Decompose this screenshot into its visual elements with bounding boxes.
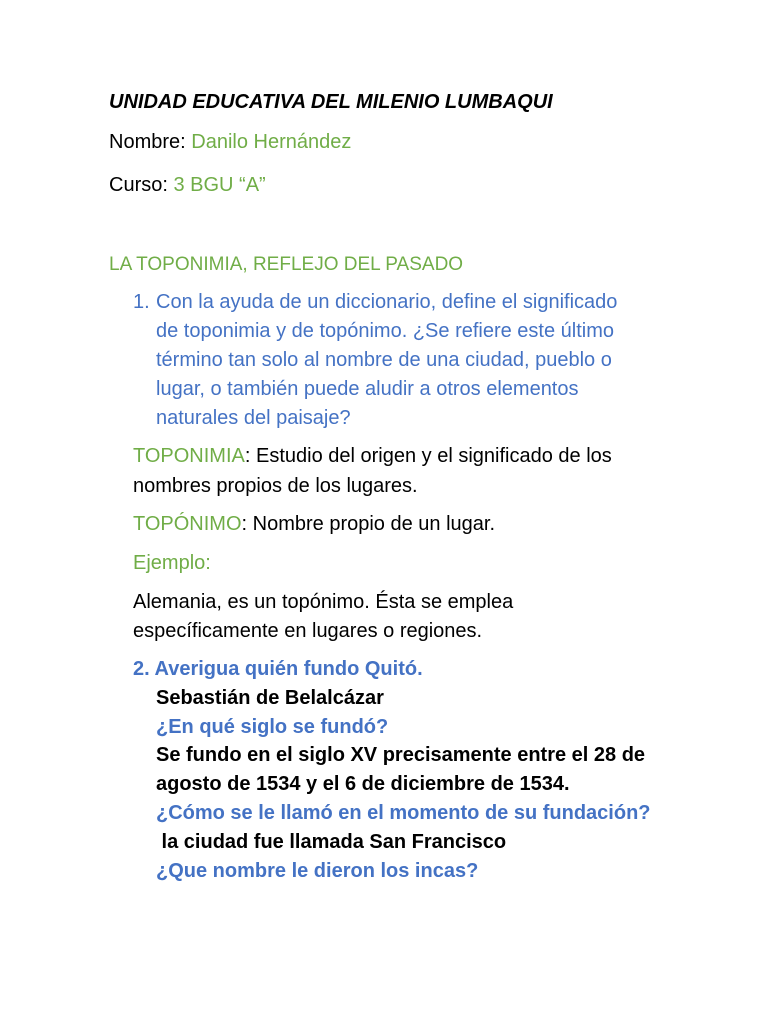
course-line [109, 171, 266, 199]
q1-line-1: Con la ayuda de un diccionario, define el significado [156, 291, 618, 313]
toponimo-definition [133, 510, 495, 538]
school-title: UNIDAD EDUCATIVA DEL MILENIO LUMBAQUI [109, 91, 553, 113]
q1-line-3: término tan solo al nombre de una ciudad, pueblo o [156, 349, 612, 371]
course-label: Curso: [109, 174, 174, 196]
course-value: 3 BGU “A” [173, 174, 266, 196]
q2-answer: Sebastián de Belalcázar [156, 687, 384, 709]
toponimia-text-2: nombres propios de los lugares. [133, 475, 418, 497]
q2-sub1-answer-1: Se fundo en el siglo XV precisamente entre el 28 de [156, 744, 646, 766]
name-label: Nombre: [109, 131, 192, 153]
q2-sub1-answer-2: agosto de 1534 y el 6 de diciembre de 1534. [156, 773, 570, 795]
q1-line-5: naturales del paisaje? [156, 407, 351, 429]
q2-sub3-question: ¿Que nombre le dieron los incas? [156, 860, 479, 882]
example-label: Ejemplo: [133, 552, 211, 574]
q1-line-2: de toponimia y de topónimo. ¿Se refiere este último [156, 320, 615, 342]
name-line [109, 128, 351, 156]
toponimia-term: TOPONIMIA [133, 445, 245, 467]
q1-line-4: lugar, o también puede aludir a otros elementos [156, 378, 579, 400]
section-title: LA TOPONIMIA, REFLEJO DEL PASADO [109, 254, 464, 275]
example-line-2: específicamente en lugares o regiones. [133, 620, 483, 642]
name-value: Danilo Hernández [191, 131, 352, 153]
q2-question: 2. Averigua quién fundo Quitó. [133, 658, 423, 680]
q2-sub2-question: ¿Cómo se le llamó en el momento de su fundación? [156, 802, 651, 824]
toponimo-text: : Nombre propio de un lugar. [241, 513, 496, 535]
q2-sub1-question: ¿En qué siglo se fundó? [156, 716, 389, 738]
example-line-1: Alemania, es un topónimo. Ésta se emplea [133, 591, 514, 613]
q2-sub2-answer: la ciudad fue llamada San Francisco [156, 831, 507, 853]
toponimia-definition [133, 442, 612, 470]
toponimo-term: TOPÓNIMO [133, 513, 242, 535]
toponimia-text-1: : Estudio del origen y el significado de los [244, 445, 612, 467]
q1-number: 1. [133, 291, 150, 313]
